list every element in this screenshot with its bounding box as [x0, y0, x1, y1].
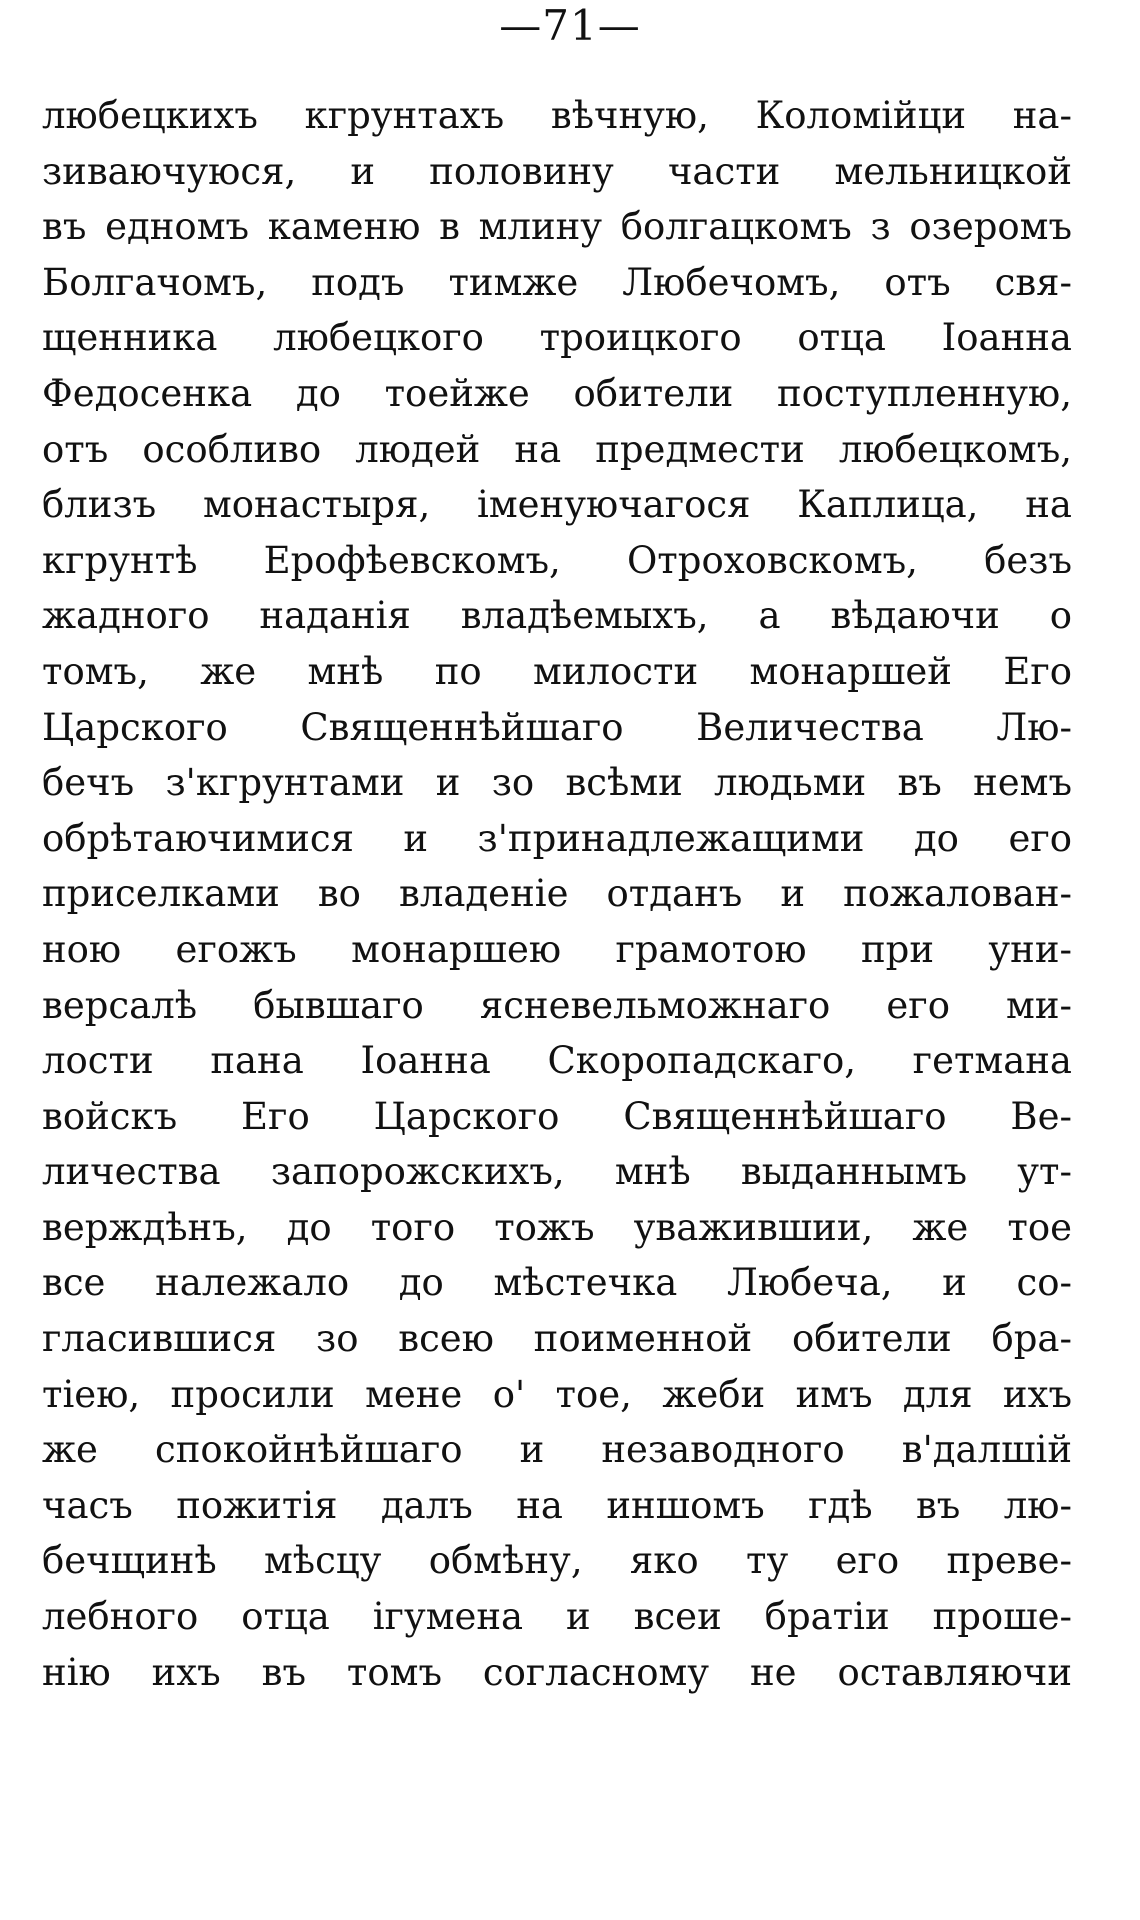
text-line: нію ихъ въ томъ согласному не оставляючи	[42, 1650, 1072, 1694]
text-line: щенника любецкого троицкого отца Іоанна	[42, 316, 1072, 360]
text-line: обрѣтаючимися и з'принадлежащими до его	[42, 816, 1072, 860]
text-line: отъ особливо людей на предмести любецкомъ,	[42, 427, 1072, 471]
text-line: бечщинѣ мѣсцу обмѣну, яко ту его преве-	[42, 1539, 1072, 1583]
body-text	[42, 88, 1072, 1700]
text-line: Царского Священнѣйшаго Величества Лю-	[42, 705, 1072, 749]
text-line: тіею, просили мене о' тое, жеби имъ для ихъ	[42, 1372, 1072, 1416]
text-line: Болгачомъ, подъ тимже Любечомъ, отъ свя-	[42, 260, 1072, 304]
text-line: часъ пожитія далъ на иншомъ гдѣ въ лю-	[42, 1483, 1072, 1527]
text-line: бечъ з'кгрунтами и зо всѣми людьми въ немъ	[42, 761, 1072, 805]
text-line: близъ монастыря, іменуючагося Каплица, на	[42, 483, 1072, 527]
text-line: версалѣ бывшаго ясневельможнаго его ми-	[42, 983, 1072, 1027]
text-line: Федосенка до тоейже обители поступленную,	[42, 371, 1072, 415]
page-number: —71—	[499, 1, 641, 50]
text-line: приселками во владеніе отданъ и пожалован-	[42, 872, 1072, 916]
text-line: же спокойнѣйшаго и незаводного в'далшій	[42, 1428, 1072, 1472]
text-line: жадного наданія владѣемыхъ, а вѣдаючи о	[42, 594, 1072, 638]
text-line: кгрунтѣ Ерофѣевскомъ, Отроховскомъ, безъ	[42, 538, 1072, 582]
text-line: личества запорожскихъ, мнѣ выданнымъ ут-	[42, 1150, 1072, 1194]
text-line: лости пана Іоанна Скоропадскаго, гетмана	[42, 1039, 1072, 1083]
text-line: все належало до мѣстечка Любеча, и со-	[42, 1261, 1072, 1305]
text-line: въ едномъ каменю в млину болгацкомъ з озеромъ	[42, 205, 1072, 249]
text-line: любецкихъ кгрунтахъ вѣчную, Коломійци на-	[42, 94, 1072, 137]
text-line: гласившися зо всею поименной обители бра-	[42, 1317, 1072, 1361]
text-line: лебного отца ігумена и всеи братіи проше-	[42, 1595, 1072, 1639]
text-line: ною егожъ монаршею грамотою при уни-	[42, 927, 1072, 971]
text-line: томъ, же мнѣ по милости монаршей Его	[42, 649, 1072, 693]
text-line: верждѣнъ, до того тожъ уважившии, же тое	[42, 1205, 1072, 1249]
text-line: войскъ Его Царского Священнѣйшаго Ве-	[42, 1094, 1072, 1138]
text-line: зиваючуюся, и половину части мельницкой	[42, 149, 1072, 193]
